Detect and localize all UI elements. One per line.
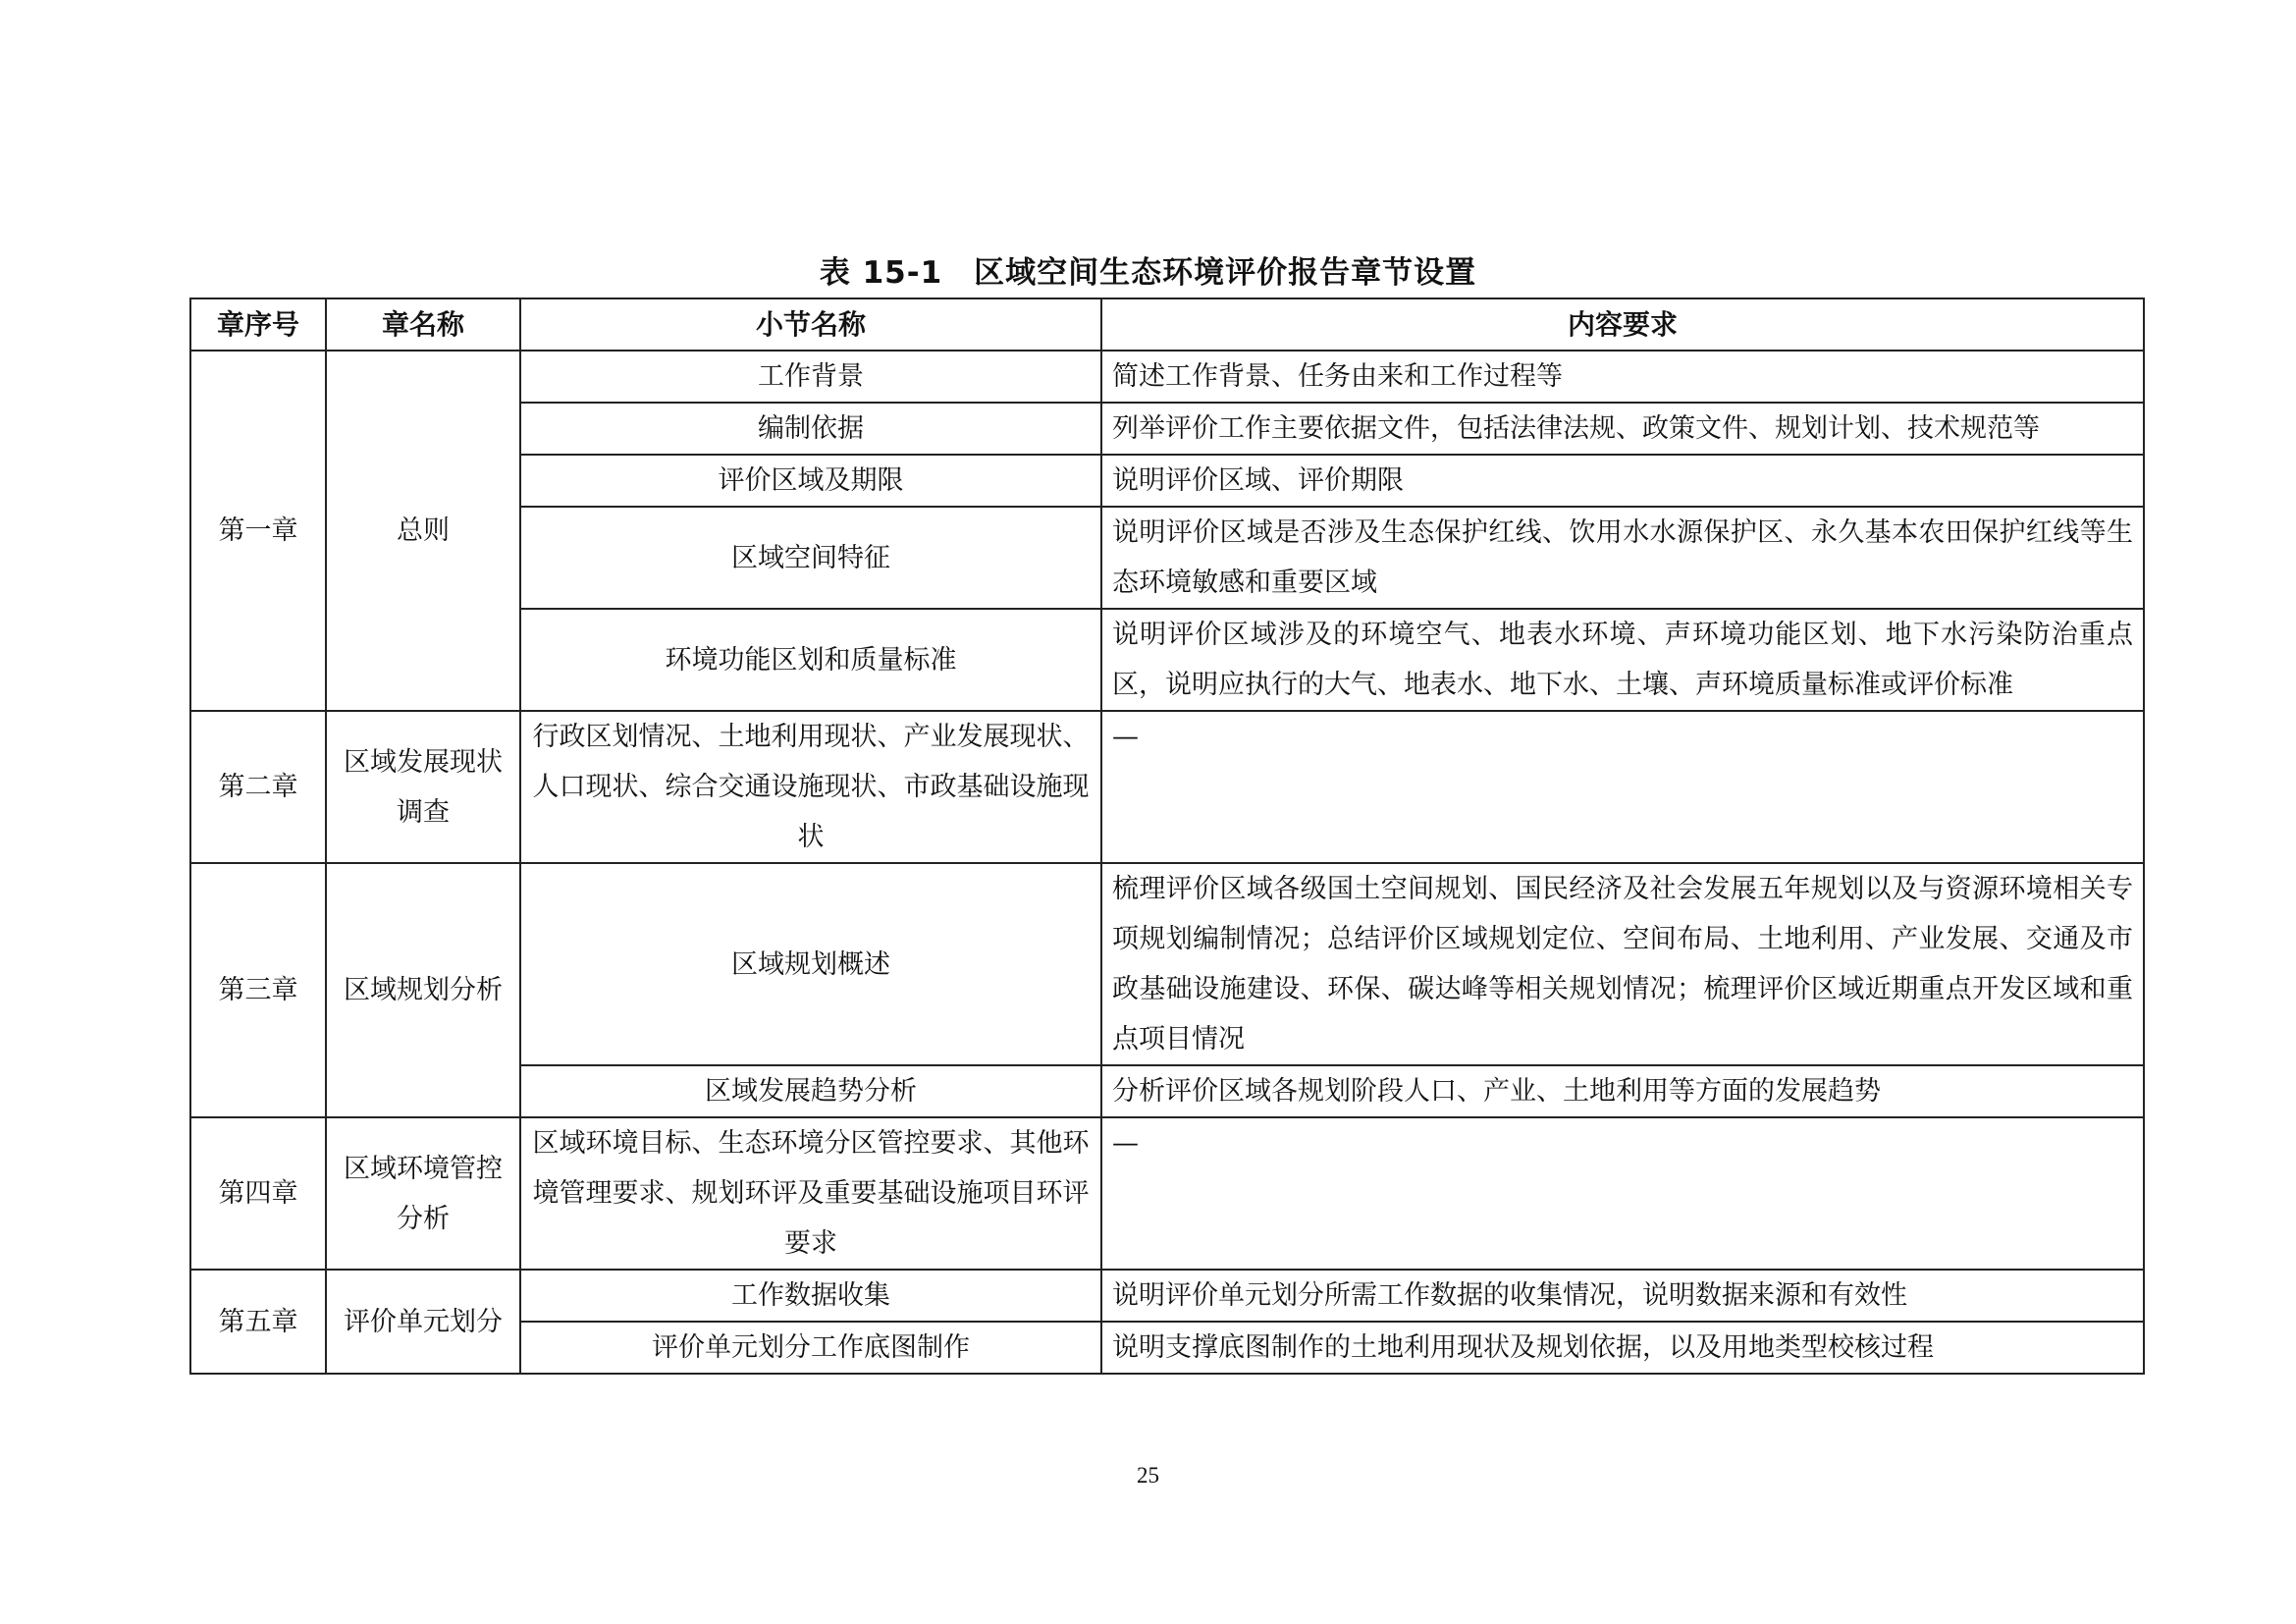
section-content: 说明支撑底图制作的土地利用现状及规划依据，以及用地类型校核过程 — [1101, 1322, 2144, 1374]
chapter-no: 第三章 — [190, 863, 326, 1117]
section-content: — — [1101, 711, 2144, 863]
section-content: 梳理评价区域各级国土空间规划、国民经济及社会发展五年规划以及与资源环境相关专项规划编制情况；总结评价区域规划定位、空间布局、土地利用、产业发展、交通及市政基础设施建设、环保、碳达峰等相关规划情况；梳理评价区域近期重点开发区域和重点项目情况 — [1101, 863, 2144, 1065]
section-content: 说明评价区域是否涉及生态保护红线、饮用水水源保护区、永久基本农田保护红线等生态环境敏感和重要区域 — [1101, 507, 2144, 609]
chapter-table — [189, 298, 2145, 1375]
section-content: 分析评价区域各规划阶段人口、产业、土地利用等方面的发展趋势 — [1101, 1065, 2144, 1117]
section-content: 说明评价区域涉及的环境空气、地表水环境、声环境功能区划、地下水污染防治重点区，说明应执行的大气、地表水、地下水、土壤、声环境质量标准或评价标准 — [1101, 609, 2144, 711]
header-section-name: 小节名称 — [520, 298, 1101, 351]
section-content: 简述工作背景、任务由来和工作过程等 — [1101, 351, 2144, 403]
table-row — [190, 863, 2144, 1065]
section-name: 工作数据收集 — [520, 1270, 1101, 1322]
section-name: 行政区划情况、土地利用现状、产业发展现状、人口现状、综合交通设施现状、市政基础设施现状 — [520, 711, 1101, 863]
section-name: 区域发展趋势分析 — [520, 1065, 1101, 1117]
section-name: 区域规划概述 — [520, 863, 1101, 1065]
section-name: 工作背景 — [520, 351, 1101, 403]
chapter-no: 第一章 — [190, 351, 326, 711]
chapter-name: 区域环境管控分析 — [326, 1117, 520, 1270]
table-header-row — [190, 298, 2144, 351]
table-row — [190, 1270, 2144, 1322]
table-row — [190, 711, 2144, 863]
chapter-no: 第四章 — [190, 1117, 326, 1270]
section-content: 说明评价区域、评价期限 — [1101, 455, 2144, 507]
table-row — [190, 351, 2144, 403]
header-chapter-name: 章名称 — [326, 298, 520, 351]
header-chapter-no: 章序号 — [190, 298, 326, 351]
section-content: — — [1101, 1117, 2144, 1270]
table-row — [190, 1117, 2144, 1270]
table-title: 表 15-1 区域空间生态环境评价报告章节设置 — [819, 255, 1477, 291]
chapter-name: 总则 — [326, 351, 520, 711]
chapter-no: 第二章 — [190, 711, 326, 863]
section-name: 编制依据 — [520, 403, 1101, 455]
section-content: 说明评价单元划分所需工作数据的收集情况，说明数据来源和有效性 — [1101, 1270, 2144, 1322]
section-name: 评价区域及期限 — [520, 455, 1101, 507]
section-name: 区域环境目标、生态环境分区管控要求、其他环境管理要求、规划环评及重要基础设施项目环评要求 — [520, 1117, 1101, 1270]
chapter-name: 区域发展现状调查 — [326, 711, 520, 863]
chapter-name: 区域规划分析 — [326, 863, 520, 1117]
chapter-no: 第五章 — [190, 1270, 326, 1374]
section-name: 评价单元划分工作底图制作 — [520, 1322, 1101, 1374]
header-content: 内容要求 — [1101, 298, 2144, 351]
chapter-name: 评价单元划分 — [326, 1270, 520, 1374]
section-name: 环境功能区划和质量标准 — [520, 609, 1101, 711]
page-number: 25 — [1137, 1463, 1159, 1488]
section-content: 列举评价工作主要依据文件，包括法律法规、政策文件、规划计划、技术规范等 — [1101, 403, 2144, 455]
section-name: 区域空间特征 — [520, 507, 1101, 609]
chapter-table-container — [189, 298, 2143, 1375]
